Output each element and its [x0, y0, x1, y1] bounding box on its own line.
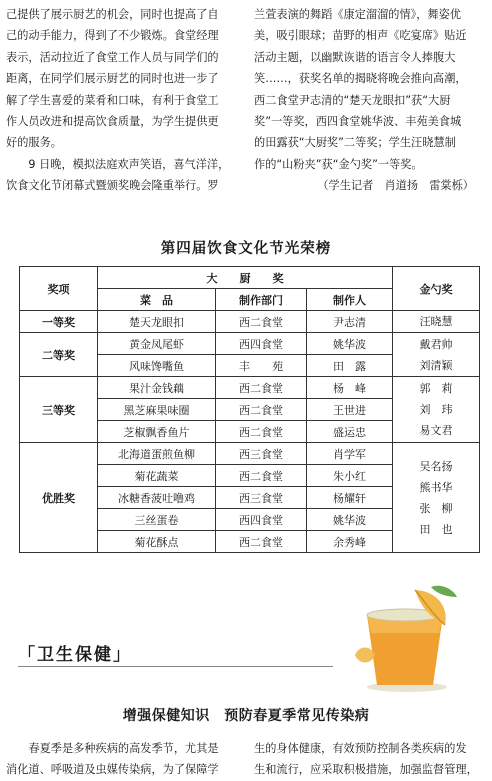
winner-name: 易文君: [419, 424, 453, 437]
dish-name: 冰糖香菠吐噜鸡: [98, 487, 216, 509]
production-unit: 西二食堂: [216, 377, 307, 399]
dish-name: 黄金凤尾虾: [98, 333, 216, 355]
paragraph-line: 好的服务。: [6, 136, 62, 150]
golden-spoon-winners: [393, 333, 480, 377]
health-right-column: [254, 738, 486, 781]
award-level: 三等奖: [20, 377, 98, 443]
maker-name: 盛运忠: [307, 421, 393, 443]
section-divider: [18, 666, 333, 667]
paragraph-line: 活动主题，以幽默诙谐的语言令人捧腹大: [254, 50, 456, 64]
section-label: 「卫生保健」: [18, 645, 132, 665]
maker-name: 杨 峰: [307, 377, 393, 399]
header-unit: 制作部门: [216, 289, 307, 311]
dish-name: 菊花酥点: [98, 531, 216, 553]
golden-spoon-winners: [393, 377, 480, 443]
award-level: 优胜奖: [20, 443, 98, 553]
maker-name: 姚华波: [307, 333, 393, 355]
award-level: 一等奖: [20, 311, 98, 333]
header-maker: 制作人: [307, 289, 393, 311]
production-unit: 西二食堂: [216, 531, 307, 553]
health-left-column: [6, 738, 238, 781]
golden-spoon-winners: [393, 311, 480, 333]
maker-name: 杨耀轩: [307, 487, 393, 509]
winner-name: 郭 莉: [419, 382, 453, 395]
paragraph-line: 春夏季是多种疾病的高发季节，尤其是: [28, 742, 219, 755]
winner-name: 吴名扬: [419, 459, 453, 473]
paragraph-line: 作人员改进和提高饮食质量，为学生提供更: [6, 115, 219, 129]
golden-spoon-winners: [393, 443, 480, 553]
maker-name: 姚华波: [307, 509, 393, 531]
maker-name: 余秀峰: [307, 531, 393, 553]
dish-name: 黑芝麻果味圈: [98, 399, 216, 421]
winner-name: 田 也: [419, 522, 453, 536]
dish-name: 菊花蔬菜: [98, 465, 216, 487]
winner-name: 刘清颖: [419, 358, 453, 372]
production-unit: 丰 苑: [216, 355, 307, 377]
article-left-column: [6, 4, 238, 197]
table-row: [20, 377, 480, 399]
paragraph-line: 生和流行，应采取积极措施，加强监督管理，: [254, 763, 478, 777]
award-level: 二等奖: [20, 333, 98, 377]
paragraph-line: 作的“山粉夹”获“金勺奖”一等奖。: [254, 157, 423, 171]
paragraph-line: 消化道、呼吸道及虫媒传染病，为了保障学: [6, 763, 219, 777]
health-article-title: 增强保健知识 预防春夏季常见传染病: [122, 708, 370, 724]
paragraph-line: 兰萱表演的舞蹈《康定溜溜的情》，舞姿优: [254, 8, 461, 21]
paragraph-line: 西二食堂尹志清的“楚天龙眼扣”获“大厨: [254, 93, 451, 107]
maker-name: 尹志清: [307, 311, 393, 333]
production-unit: 西二食堂: [216, 421, 307, 443]
table-row: [20, 443, 480, 465]
production-unit: 西四食堂: [216, 333, 307, 355]
paragraph-line: 距离，在同学们展示厨艺的同时也进一步了: [6, 72, 219, 86]
table-row: [20, 333, 480, 355]
byline: （学生记者 肖道扬 雷棠栎）: [317, 179, 474, 193]
mango-juice-image: [345, 585, 460, 695]
dish-name: 北海道蛋煎鱼柳: [98, 443, 216, 465]
production-unit: 西二食堂: [216, 311, 307, 333]
dish-name: 楚天龙眼扣: [98, 311, 216, 333]
maker-name: 田 露: [307, 355, 393, 377]
dish-name: 芝椒飘香鱼片: [98, 421, 216, 443]
table-row: [20, 311, 480, 333]
paragraph-line: 解了学生喜爱的菜肴和口味，有利于食堂工: [6, 93, 219, 107]
article-continuation: [6, 4, 486, 204]
table-header-row: [20, 267, 480, 289]
paragraph-line: 己提供了展示厨艺的机会，同时也提高了自: [6, 8, 219, 21]
winner-name: 熊书华: [419, 480, 453, 494]
honor-roll-table: [19, 266, 480, 553]
maker-name: 肖学军: [307, 443, 393, 465]
honor-roll-title: 第四届饮食文化节光荣榜: [160, 240, 332, 257]
winner-name: 张 柳: [419, 501, 453, 515]
winner-name: 刘 玮: [419, 403, 453, 416]
dish-name: 风味馋嘴鱼: [98, 355, 216, 377]
winner-list: [393, 311, 479, 332]
paragraph-line: 表示，活动拉近了食堂工作人员与同学们的: [6, 50, 219, 64]
paragraph-line: 笑……，获奖名单的揭晓将晚会推向高潮，: [254, 72, 467, 86]
dish-name: 三丝蛋卷: [98, 509, 216, 531]
paragraph-line: 美，吸引眼球；苗野的相声《吃宴席》贴近: [254, 29, 467, 43]
paragraph-line: 己的动手能力，得到了不少锻炼。食堂经理: [6, 29, 219, 43]
production-unit: 西二食堂: [216, 465, 307, 487]
winner-name: 汪晓慧: [419, 315, 453, 328]
dish-name: 果汁金钱藕: [98, 377, 216, 399]
article-right-column: [254, 4, 486, 197]
header-golden-spoon: 金勺奖: [393, 267, 480, 311]
paragraph-line: 饮食文化节闭幕式暨颁奖晚会隆重举行。罗: [6, 179, 219, 193]
header-award: 奖项: [20, 267, 98, 311]
paragraph-line: 的田露获“大厨奖”二等奖；学生汪晓慧制: [254, 136, 456, 150]
paragraph-line: 奖”一等奖，西四食堂姚华波、丰苑美食城: [254, 115, 462, 129]
winner-list: [393, 456, 479, 540]
paragraph-line: 9 日晚，模拟法庭欢声笑语，喜气洋洋，: [28, 157, 230, 171]
winner-list: [393, 334, 479, 376]
production-unit: 西二食堂: [216, 399, 307, 421]
production-unit: 西三食堂: [216, 487, 307, 509]
maker-name: 王世进: [307, 399, 393, 421]
paragraph-line: 生的身体健康，有效预防控制各类疾病的发: [254, 742, 467, 755]
production-unit: 西四食堂: [216, 509, 307, 531]
winner-list: [393, 378, 479, 441]
header-chef-award: 大 厨 奖: [98, 267, 393, 289]
maker-name: 朱小红: [307, 465, 393, 487]
header-dish: 菜 品: [98, 289, 216, 311]
production-unit: 西三食堂: [216, 443, 307, 465]
winner-name: 戴君帅: [419, 337, 453, 351]
